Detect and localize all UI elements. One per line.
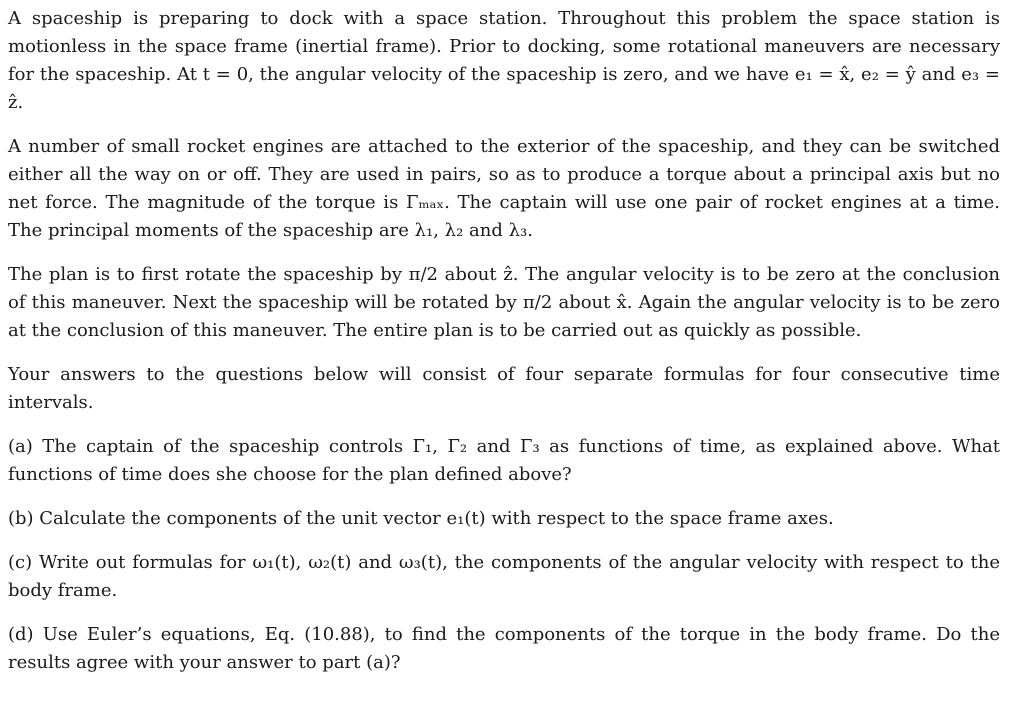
plan-paragraph — [8, 261, 1006, 345]
question-text: (b) Calculate the components of the unit vector e₁(t) with respect to the space frame axes. — [8, 508, 834, 529]
question-c — [8, 549, 1006, 605]
problem-text — [8, 5, 1006, 693]
question-text: (d) Use Euler’s equations, Eq. (10.88), to find the components of the torque in the body frame. Do the results agree with your answer to part (a)? — [8, 624, 1006, 673]
paragraph-text: Your answers to the questions below will consist of four separate formulas for four consecutive time intervals. — [8, 364, 1006, 413]
intro-paragraph — [8, 5, 1006, 117]
question-text: (c) Write out formulas for ω₁(t), ω₂(t) and ω₃(t), the components of the angular velocity with respect to the body frame. — [8, 552, 1006, 601]
question-a — [8, 433, 1006, 489]
question-d — [8, 621, 1006, 677]
answers-paragraph — [8, 361, 1006, 417]
paragraph-text: A spaceship is preparing to dock with a space station. Throughout this problem the space station is motionless in the space frame (inertial frame). Prior to docking, some rotational maneuvers are necessary for the spaceship. At t = 0, the angular velocity of the spaceship is zero, and we have e₁ = x̂, e₂ = ŷ and e₃ = ẑ. — [8, 8, 1006, 113]
question-text: (a) The captain of the spaceship controls Γ₁, Γ₂ and Γ₃ as functions of time, as explained above. What functions of time does she choose for the plan defined above? — [8, 436, 1006, 485]
paragraph-text: A number of small rocket engines are attached to the exterior of the spaceship, and they can be switched either all the way on or off. They are used in pairs, so as to produce a torque about a principal axis but no net force. The magnitude of the torque is Γₘₐₓ. The captain will use one pair of rocket engines at a time. The principal moments of the spaceship are λ₁, λ₂ and λ₃. — [8, 136, 1006, 241]
engines-paragraph — [8, 133, 1006, 245]
paragraph-text: The plan is to first rotate the spaceship by π/2 about ẑ. The angular velocity is to be zero at the conclusion of this maneuver. Next the spaceship will be rotated by π/2 about x̂. Again the angular velocity is to be zero at the conclusion of this maneuver. The entire plan is to be carried out as quickly as possible. — [8, 264, 1006, 341]
question-b — [8, 505, 1000, 533]
